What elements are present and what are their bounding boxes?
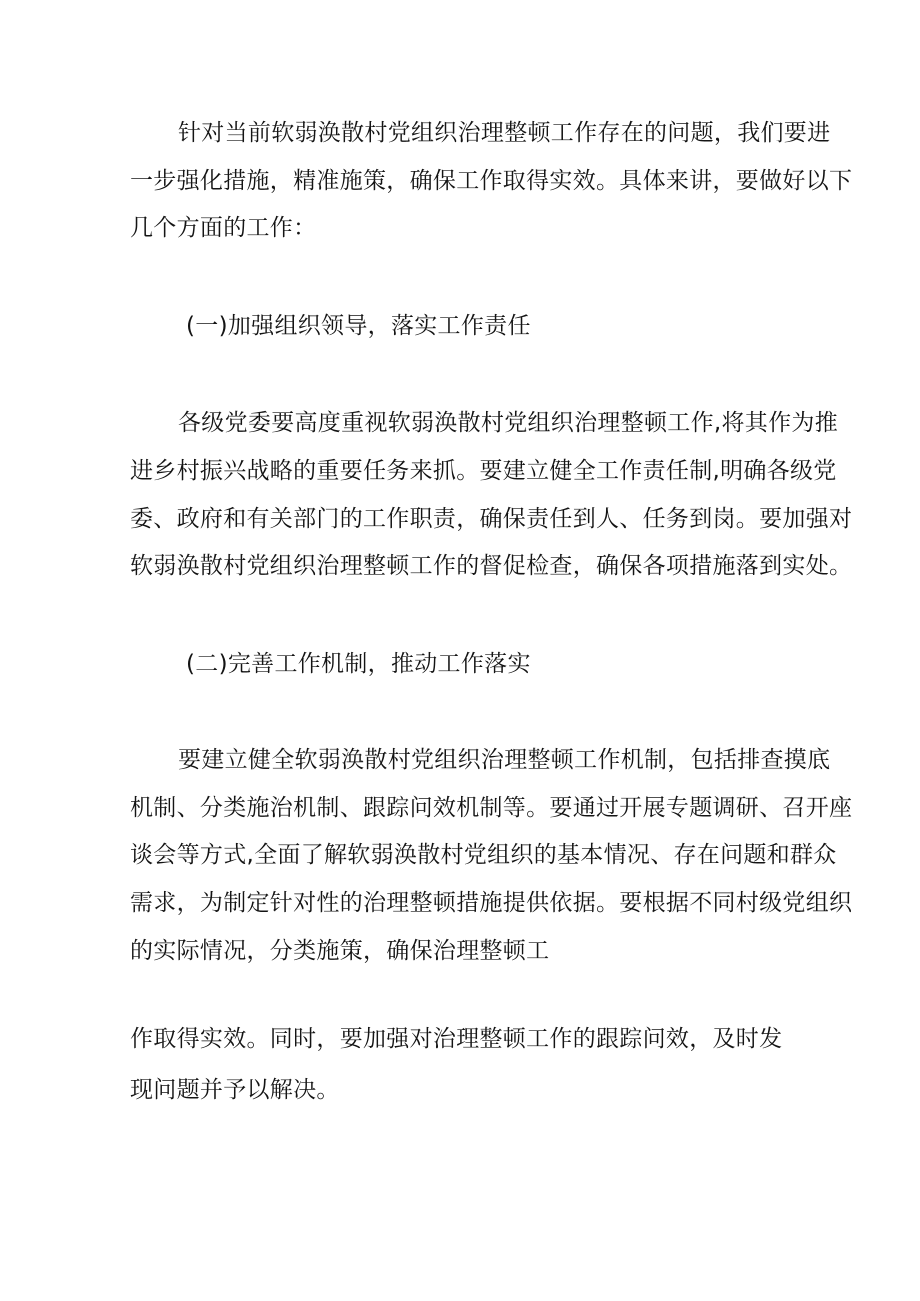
section-1-line-3: 委、政府和有关部门的工作职责，确保责任到人、任务到岗。要加强对 xyxy=(130,506,853,532)
section-1-line-4: 软弱涣散村党组织治理整顿工作的督促检查，确保各项措施落到实处。 xyxy=(130,553,853,579)
section-1-line-1: 各级党委要高度重视软弱涣散村党组织治理整顿工作,将其作为推 xyxy=(178,410,839,436)
section-2-cont-line-2: 现问题并予以解决。 xyxy=(130,1077,340,1103)
section-heading-2: (二)完善工作机制，推动工作落实 xyxy=(186,651,531,677)
section-2-line-5: 的实际情况，分类施策，确保治理整顿工 xyxy=(130,938,550,964)
section-2-line-4: 需求，为制定针对性的治理整顿措施提供依据。要根据不同村级党组织 xyxy=(130,890,853,916)
section-2-line-3: 谈会等方式,全面了解软弱涣散村党组织的基本情况、存在问题和群众 xyxy=(130,842,837,868)
intro-line-3: 几个方面的工作： xyxy=(130,215,317,241)
intro-line-1: 针对当前软弱涣散村党组织治理整顿工作存在的问题，我们要进 xyxy=(178,120,831,146)
section-heading-1: (一)加强组织领导，落实工作责任 xyxy=(186,313,531,339)
section-2-line-1: 要建立健全软弱涣散村党组织治理整顿工作机制，包括排查摸底 xyxy=(178,747,831,773)
section-2-line-2: 机制、分类施治机制、跟踪问效机制等。要通过开展专题调研、召开座 xyxy=(130,795,853,821)
intro-line-2: 一步强化措施，精准施策，确保工作取得实效。具体来讲，要做好以下 xyxy=(130,168,853,194)
section-2-cont-line-1: 作取得实效。同时，要加强对治理整顿工作的跟踪问效，及时发 xyxy=(130,1026,783,1052)
section-1-line-2: 进乡村振兴战略的重要任务来抓。要建立健全工作责任制,明确各级党 xyxy=(130,458,837,484)
